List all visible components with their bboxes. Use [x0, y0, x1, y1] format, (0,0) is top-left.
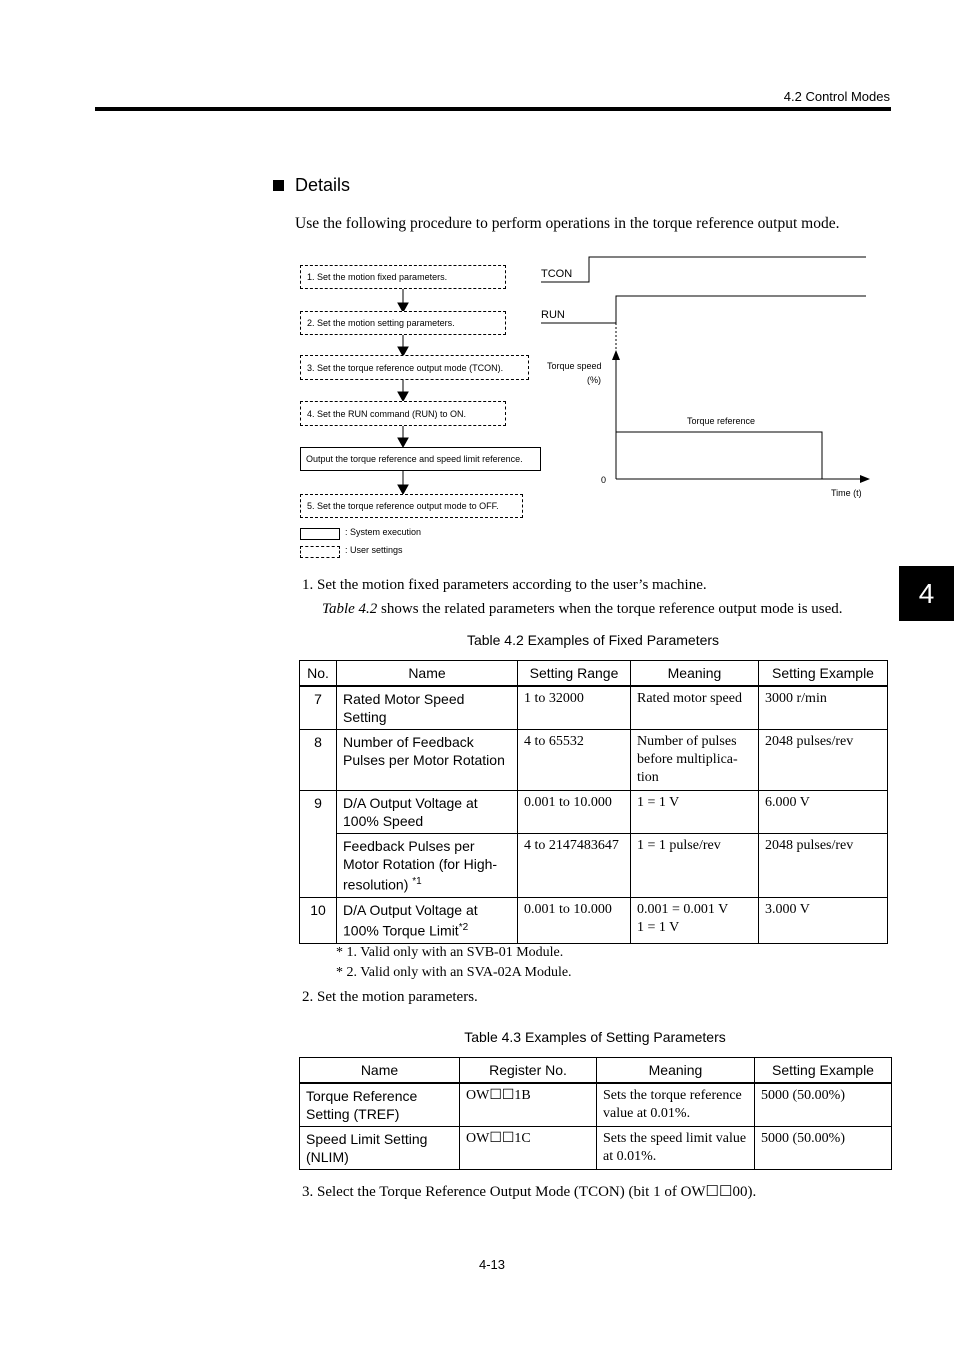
cell-range: 0.001 to 10.000 [518, 791, 631, 834]
running-header: 4.2 Control Modes [783, 89, 890, 104]
column-header: Register No. [460, 1058, 597, 1084]
step-1-detail-rest: shows the related parameters when the torque reference output mode is used. [377, 601, 843, 617]
run-label: RUN [541, 309, 565, 321]
timing-diagram-graphics [0, 0, 954, 600]
x-axis-label: Time (t) [831, 488, 862, 498]
cell-name [337, 898, 518, 944]
cell-range: 4 to 2147483647 [518, 834, 631, 898]
column-header: Setting Example [759, 661, 888, 687]
origin-label: 0 [601, 475, 607, 485]
column-header: Name [300, 1058, 460, 1084]
cell-meaning-line: 1 = 1 V [637, 920, 680, 935]
section-title: Details [295, 175, 351, 195]
column-header: Name [337, 661, 518, 687]
cell-range: 0.001 to 10.000 [518, 898, 631, 944]
cell-name: D/A Output Voltage at 100% Speed [337, 791, 518, 834]
y-axis-label: Torque speed [547, 361, 602, 371]
cell-example: 5000 (50.00%) [755, 1127, 892, 1170]
cell-name: Rated Motor Speed Setting [337, 686, 518, 730]
table-header-row [300, 1058, 892, 1084]
cell-name: Number of Feedback Pulses per Motor Rotation [337, 730, 518, 791]
intro-paragraph: Use the following procedure to perform operations in the torque reference output mode. [295, 215, 840, 232]
table-4-3-caption: Table 4.3 Examples of Setting Parameters [464, 1029, 726, 1045]
column-header: No. [300, 661, 337, 687]
chapter-tab: 4 [899, 566, 954, 621]
cell-name-text: D/A Output Voltage at 100% Torque Limit [343, 902, 478, 939]
cell-example: 2048 pulses/rev [759, 730, 888, 791]
cell-name-text: Feedback Pulses per Motor Rotation (for High-resolution) [343, 838, 498, 893]
column-header: Meaning [631, 661, 759, 687]
cell-no: 7 [300, 686, 337, 730]
cell-example: 5000 (50.00%) [755, 1083, 892, 1127]
setting-parameters-table [299, 1057, 892, 1170]
cell-example: 2048 pulses/rev [759, 834, 888, 898]
cell-no: 10 [300, 898, 337, 944]
column-header: Setting Example [755, 1058, 892, 1084]
cell-meaning: Number of pulses before multiplica-tion [631, 730, 759, 791]
cell-meaning: Rated motor speed [631, 686, 759, 730]
table-row [300, 730, 888, 791]
table-reference: Table 4.2 [322, 601, 378, 617]
table-row [300, 1083, 892, 1127]
table-row [300, 834, 888, 898]
page-number: 4-13 [478, 1257, 506, 1272]
step-2-text: 2. Set the motion parameters. [302, 989, 478, 1005]
y-axis-unit: (%) [587, 375, 601, 385]
table-header-row [300, 661, 888, 687]
cell-no: 9 [300, 791, 337, 898]
table-4-2-caption: Table 4.2 Examples of Fixed Parameters [466, 632, 720, 648]
cell-range: 1 to 32000 [518, 686, 631, 730]
cell-meaning [631, 898, 759, 944]
cell-meaning: Sets the speed limit value at 0.01%. [597, 1127, 755, 1170]
step-1-detail [322, 601, 843, 618]
table-row [300, 898, 888, 944]
footnote-2: * 2. Valid only with an SVA-02A Module. [336, 965, 572, 980]
cell-name [337, 834, 518, 898]
cell-example: 3.000 V [759, 898, 888, 944]
legend-user-label: : User settings [345, 545, 403, 555]
cell-meaning: Sets the torque reference value at 0.01%. [597, 1083, 755, 1127]
column-header: Setting Range [518, 661, 631, 687]
torque-reference-label: Torque reference [687, 416, 756, 426]
cell-example: 6.000 V [759, 791, 888, 834]
flow-step-2: 2. Set the motion setting parameters. [300, 311, 506, 335]
legend-system-label: : System execution [345, 527, 422, 537]
column-header: Meaning [597, 1058, 755, 1084]
step-3-text: 3. Select the Torque Reference Output Mode (TCON) (bit 1 of OW☐☐00). [302, 1184, 757, 1200]
cell-no: 8 [300, 730, 337, 791]
cell-register: OW☐☐1B [460, 1083, 597, 1127]
flow-step-5: 5. Set the torque reference output mode to OFF. [300, 494, 523, 518]
cell-range: 4 to 65532 [518, 730, 631, 791]
cell-meaning: 1 = 1 V [631, 791, 759, 834]
fixed-parameters-table [299, 660, 888, 944]
tcon-label: TCON [541, 268, 573, 280]
footnote-mark: *2 [458, 922, 469, 933]
flow-step-4: 4. Set the RUN command (RUN) to ON. [300, 401, 506, 426]
step-1-text: 1. Set the motion fixed parameters according to the user’s machine. [302, 577, 707, 593]
flow-step-1: 1. Set the motion fixed parameters. [300, 265, 506, 289]
cell-example: 3000 r/min [759, 686, 888, 730]
cell-name: Torque Reference Setting (TREF) [300, 1083, 460, 1127]
cell-meaning-line: 0.001 = 0.001 V [637, 902, 729, 917]
table-row [300, 686, 888, 730]
cell-register: OW☐☐1C [460, 1127, 597, 1170]
table-row [300, 1127, 892, 1170]
cell-name: Speed Limit Setting (NLIM) [300, 1127, 460, 1170]
flow-step-3: 3. Set the torque reference output mode (TCON). [300, 355, 529, 380]
table-row [300, 791, 888, 834]
flow-system-output: Output the torque reference and speed limit reference. [300, 447, 541, 471]
footnote-1: * 1. Valid only with an SVB-01 Module. [336, 945, 564, 960]
footnote-mark: *1 [412, 876, 422, 887]
cell-meaning: 1 = 1 pulse/rev [631, 834, 759, 898]
